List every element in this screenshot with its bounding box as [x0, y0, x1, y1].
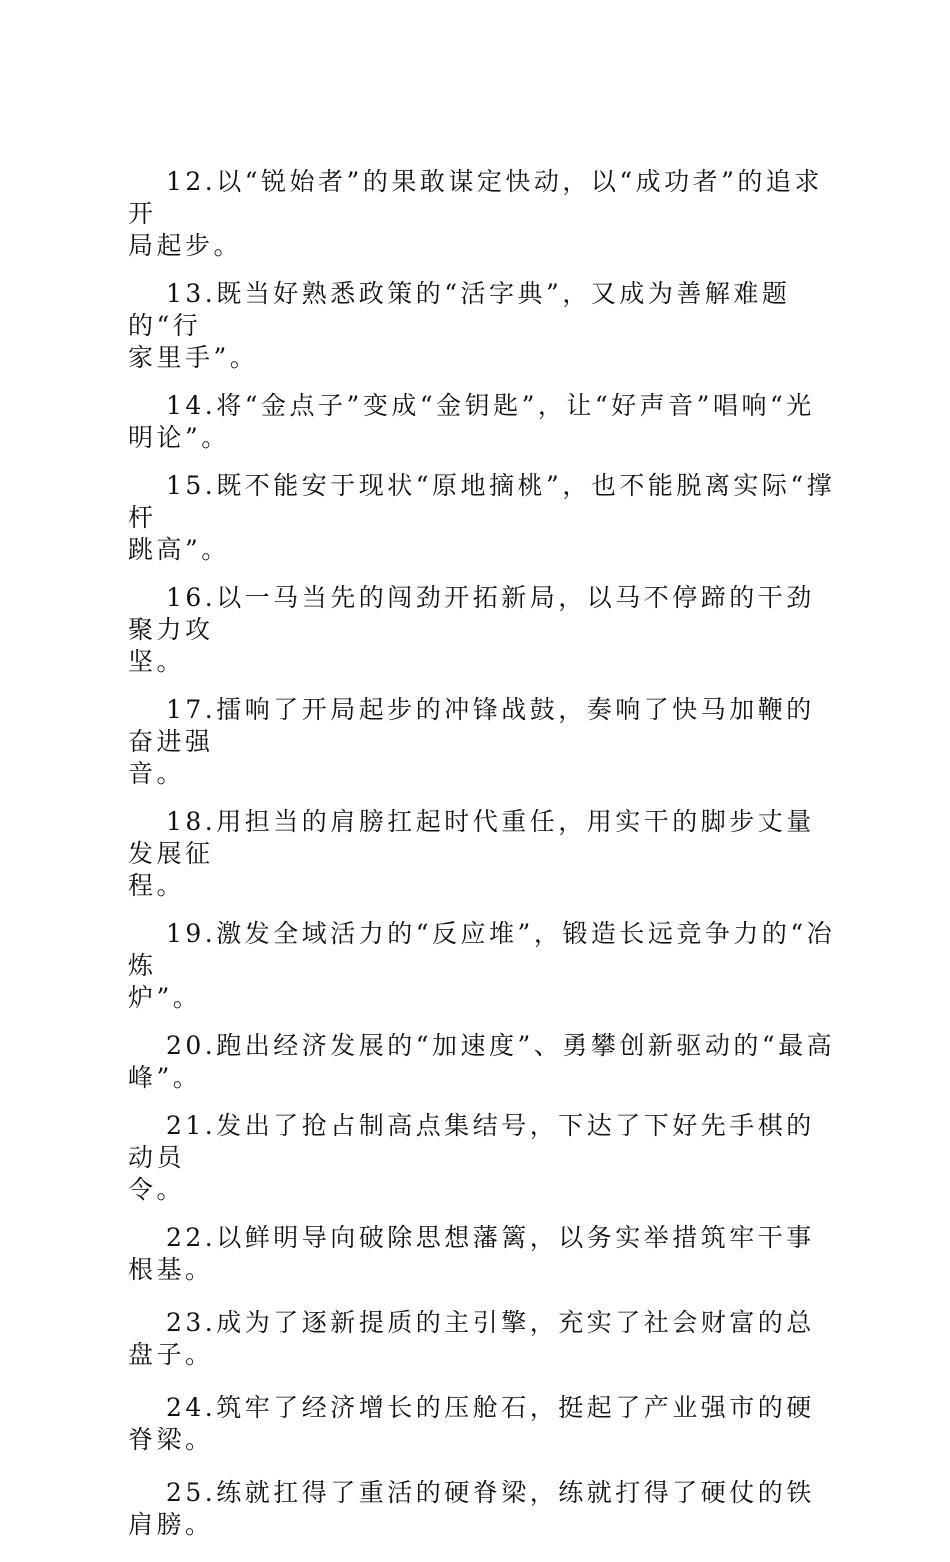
paragraph-13-line-1: 13.既当好熟悉政策的“活字典”，又成为善解难题的“行	[128, 279, 791, 340]
paragraph-18-line-1: 18.用担当的肩膀扛起时代重任，用实干的脚步丈量发展征	[128, 807, 815, 868]
paragraph-19-line-2: 炉”。	[128, 983, 202, 1012]
document-body	[128, 166, 838, 1562]
paragraph-25	[128, 1477, 838, 1541]
paragraph-12-line-2: 局起步。	[128, 231, 243, 260]
paragraph-24	[128, 1392, 838, 1456]
paragraph-22-line-1: 22.以鲜明导向破除思想藩篱，以务实举措筑牢干事根基。	[128, 1223, 815, 1284]
paragraph-24-line-1: 24.筑牢了经济增长的压舱石，挺起了产业强市的硬脊梁。	[128, 1393, 815, 1454]
paragraph-17	[128, 694, 838, 790]
paragraph-14-line-2: 明论”。	[128, 423, 230, 452]
paragraph-20	[128, 1030, 838, 1094]
paragraph-12-line-1: 12.以“锐始者”的果敢谋定快动，以“成功者”的追求开	[128, 167, 823, 228]
paragraph-21-line-2: 令。	[128, 1175, 186, 1204]
paragraph-22	[128, 1222, 838, 1286]
paragraph-14	[128, 390, 838, 454]
paragraph-15-line-1: 15.既不能安于现状“原地摘桃”，也不能脱离实际“撑杆	[128, 471, 836, 532]
paragraph-16-line-1: 16.以一马当先的闯劲开拓新局，以马不停蹄的干劲聚力攻	[128, 583, 815, 644]
paragraph-16-line-2: 坚。	[128, 647, 186, 676]
paragraph-23-line-1: 23.成为了逐新提质的主引擎，充实了社会财富的总盘子。	[128, 1308, 815, 1369]
paragraph-19	[128, 918, 838, 1014]
paragraph-15-line-2: 跳高”。	[128, 535, 230, 564]
paragraph-13	[128, 278, 838, 374]
paragraph-23	[128, 1307, 838, 1371]
paragraph-21	[128, 1110, 838, 1206]
paragraph-18-line-2: 程。	[128, 871, 186, 900]
paragraph-21-line-1: 21.发出了抢占制高点集结号，下达了下好先手棋的动员	[128, 1111, 815, 1172]
paragraph-19-line-1: 19.激发全域活力的“反应堆”，锻造长远竞争力的“冶炼	[128, 919, 836, 980]
paragraph-17-line-2: 音。	[128, 759, 186, 788]
paragraph-18	[128, 806, 838, 902]
paragraph-17-line-1: 17.擂响了开局起步的冲锋战鼓，奏响了快马加鞭的奋进强	[128, 695, 815, 756]
paragraph-25-line-1: 25.练就扛得了重活的硬脊梁，练就打得了硬仗的铁肩膀。	[128, 1478, 815, 1539]
paragraph-14-line-1: 14.将“金点子”变成“金钥匙”，让“好声音”唱响“光	[166, 391, 815, 420]
paragraph-15	[128, 470, 838, 566]
paragraph-16	[128, 582, 838, 678]
paragraph-20-line-2: 峰”。	[128, 1063, 202, 1092]
paragraph-12	[128, 166, 838, 262]
paragraph-20-line-1: 20.跑出经济发展的“加速度”、勇攀创新驱动的“最高	[166, 1031, 836, 1060]
paragraph-13-line-2: 家里手”。	[128, 343, 259, 372]
